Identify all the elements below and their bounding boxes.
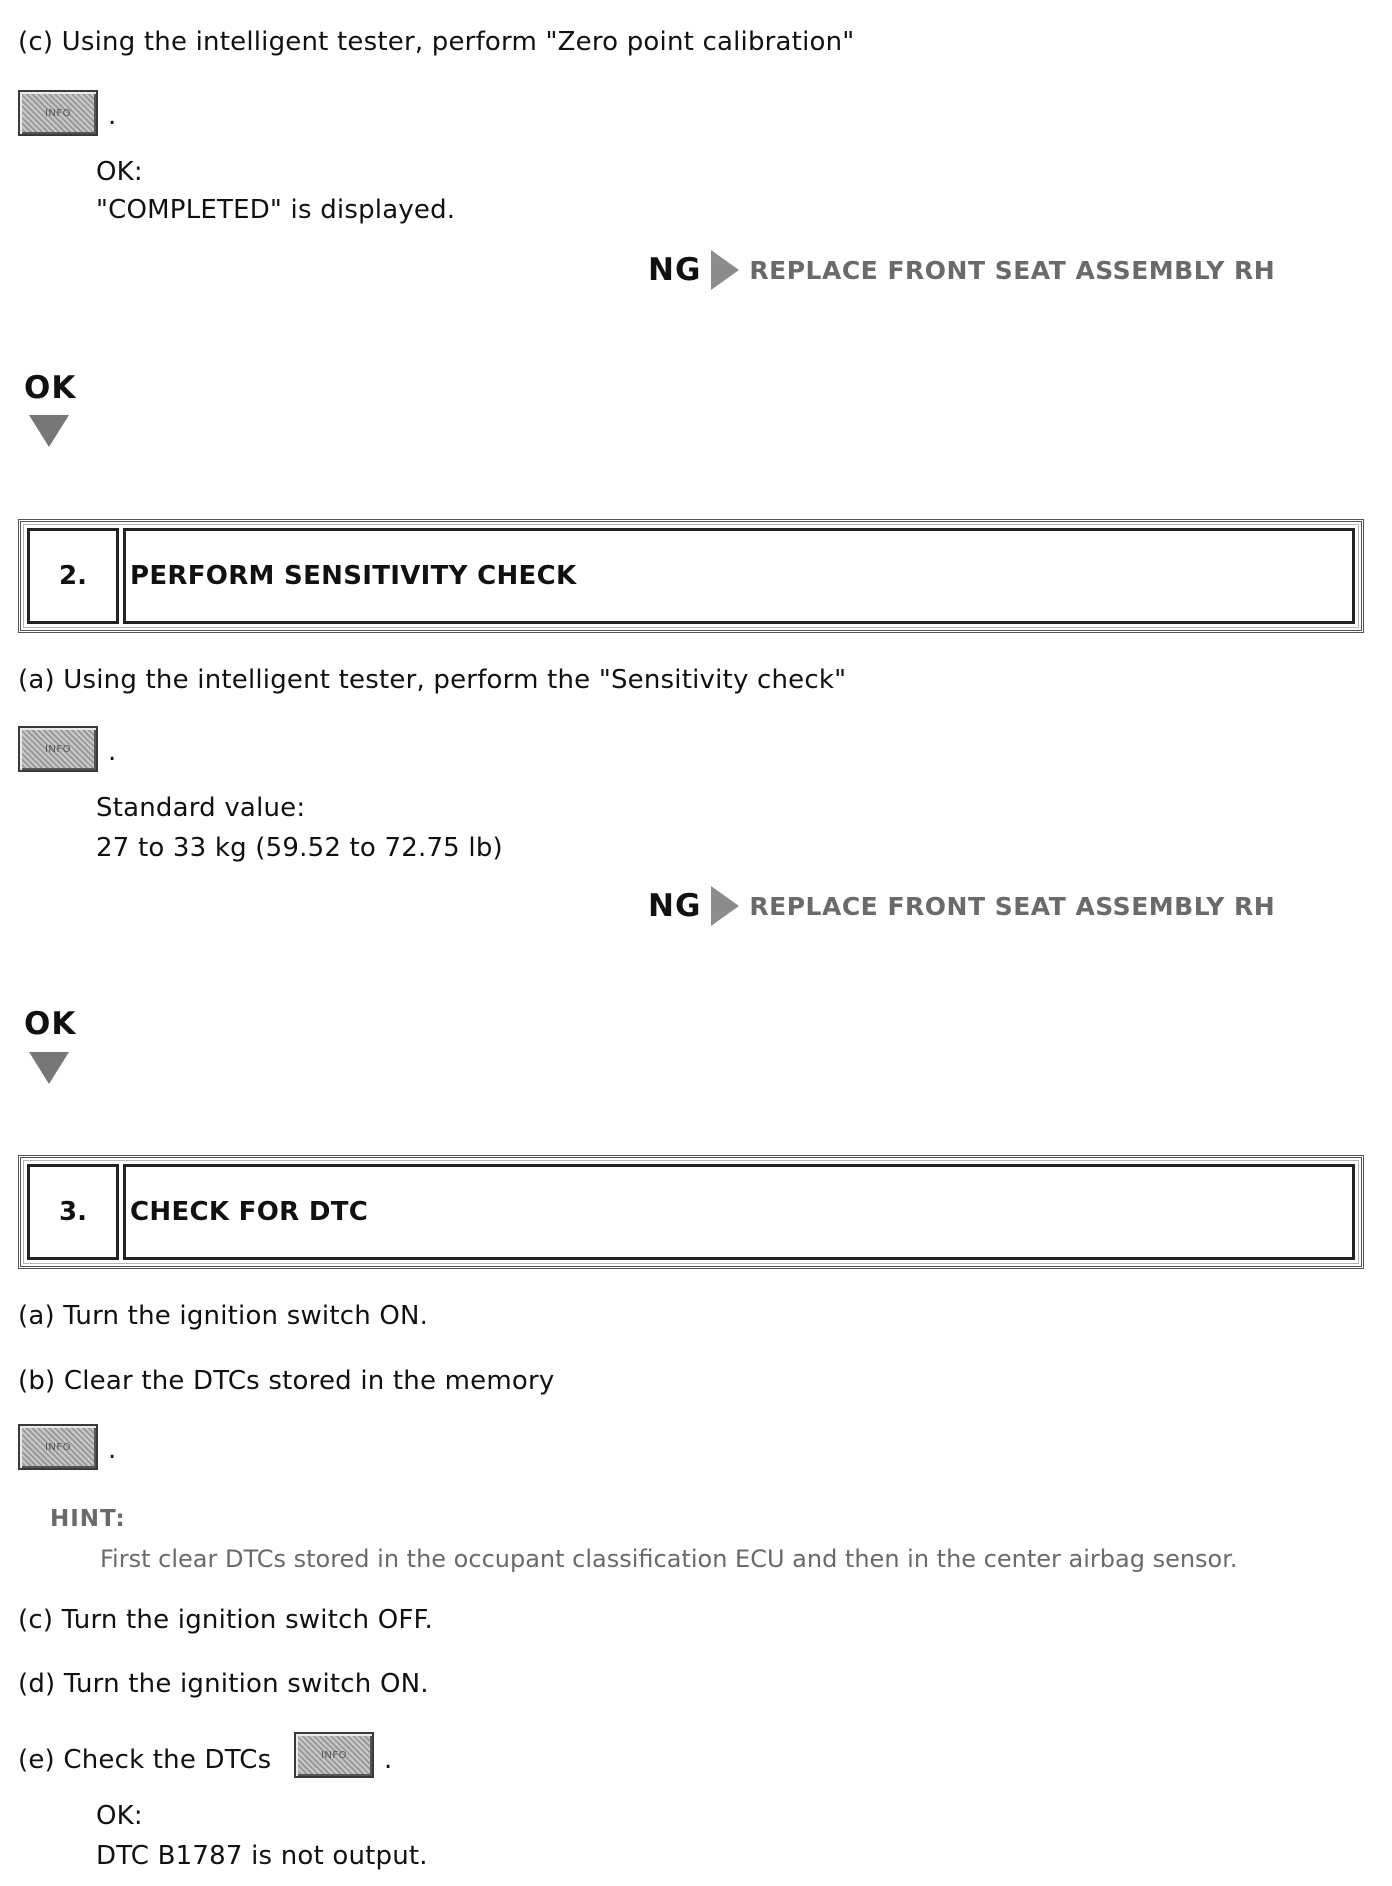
info-button[interactable] [18, 1424, 98, 1470]
ok-flow-label: OK [24, 370, 77, 406]
ok-criteria-label: OK: [96, 157, 143, 187]
step-a-ignition-on: (a) Turn the ignition switch ON. [18, 1301, 429, 1331]
standard-value-text: 27 to 33 kg (59.52 to 72.75 lb) [96, 833, 503, 863]
info-label: INFO [44, 107, 72, 119]
step-d-ignition-on: (d) Turn the ignition switch ON. [18, 1669, 429, 1699]
right-arrow-icon [711, 886, 739, 926]
step-number: 2. [27, 528, 119, 624]
ng-label: NG [648, 252, 702, 288]
ok-criteria-text: DTC B1787 is not output. [96, 1841, 428, 1871]
info-label: INFO [44, 743, 72, 755]
ng-branch[interactable] [648, 250, 1275, 290]
period: . [108, 101, 117, 131]
down-arrow-icon [29, 415, 69, 447]
info-label: INFO [44, 1441, 72, 1453]
period: . [384, 1745, 393, 1775]
step-title: PERFORM SENSITIVITY CHECK [123, 528, 1355, 624]
step-3-header [18, 1155, 1364, 1269]
standard-value-label: Standard value: [96, 793, 306, 823]
step-title: CHECK FOR DTC [123, 1164, 1355, 1260]
ng-action-link[interactable]: REPLACE FRONT SEAT ASSEMBLY RH [749, 255, 1276, 285]
step-a-sensitivity: (a) Using the intelligent tester, perform the "Sensitivity check" [18, 665, 847, 695]
hint-label: HINT: [50, 1506, 126, 1532]
ng-action-link[interactable]: REPLACE FRONT SEAT ASSEMBLY RH [749, 891, 1276, 921]
ok-flow-label: OK [24, 1006, 77, 1042]
info-button[interactable] [294, 1732, 374, 1778]
step-e-check-dtcs: (e) Check the DTCs [18, 1745, 272, 1775]
step-b-clear-dtcs: (b) Clear the DTCs stored in the memory [18, 1366, 555, 1396]
step-2-header [18, 519, 1364, 633]
ok-criteria-text: "COMPLETED" is displayed. [96, 195, 456, 225]
info-button[interactable] [18, 90, 98, 136]
step-number: 3. [27, 1164, 119, 1260]
ok-criteria-label: OK: [96, 1801, 143, 1831]
right-arrow-icon [711, 250, 739, 290]
step-c-zero-point: (c) Using the intelligent tester, perform "Zero point calibration" [18, 27, 855, 57]
down-arrow-icon [29, 1052, 69, 1084]
period: . [108, 1435, 117, 1465]
ng-label: NG [648, 888, 702, 924]
info-button[interactable] [18, 726, 98, 772]
step-c-ignition-off: (c) Turn the ignition switch OFF. [18, 1605, 433, 1635]
ng-branch[interactable] [648, 886, 1275, 926]
hint-text: First clear DTCs stored in the occupant classification ECU and then in the center airbag sensor. [100, 1545, 1238, 1573]
period: . [108, 737, 117, 767]
info-label: INFO [320, 1749, 348, 1761]
